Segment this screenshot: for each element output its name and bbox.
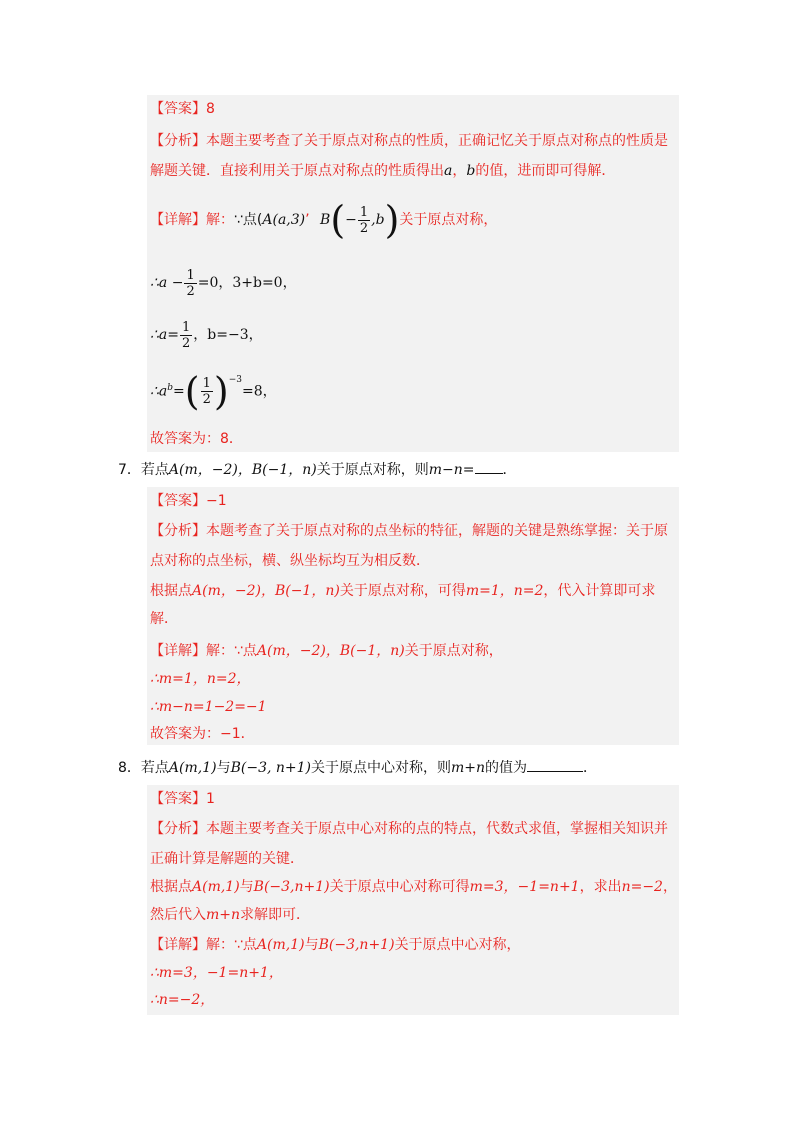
q8-answer-blank[interactable] <box>527 757 583 772</box>
q6-final: 故答案为：8． <box>150 431 243 447</box>
q7-answer-blank[interactable] <box>475 459 503 474</box>
q8-solution-panel <box>147 785 679 1015</box>
q7-question: 7．若点A(m，−2)，B(−1，n)关于原点对称，则m−n= ． <box>118 459 517 480</box>
q6-analysis-line2: 解题关键．直接利用关于原点对称点的性质得出a，b的值，进而即可得解． <box>150 163 616 179</box>
q8-analysis-line3: 根据点A(m,1)与B(−3,n+1)关于原点中心对称可得m=3，−1=n+1，求出n=−2， <box>150 879 677 895</box>
q8-step2: ∴n=−2， <box>150 992 215 1008</box>
q8-answer: 【答案】1 <box>150 791 215 807</box>
q6-step1: ∴a − $\frac{1}{2}$ =0，3+b=0， <box>150 267 297 299</box>
q7-answer: 【答案】−1 <box>150 493 227 509</box>
q8-analysis-line1: 【分析】本题主要考查关于原点中心对称的点的特点，代数式求值，掌握相关知识并 <box>150 821 668 837</box>
q7-solution-panel <box>147 487 679 745</box>
q6-step2: ∴a= $\frac{1}{2}$ ，b=−3， <box>150 319 263 351</box>
q6-answer: 【答案】8 <box>150 101 215 117</box>
q7-analysis-line3: 根据点A(m，−2)，B(−1，n)关于原点对称，可得m=1，n=2，代入计算即可求 <box>150 583 656 599</box>
q6-solution-panel <box>147 95 679 452</box>
q7-step2: ∴m−n=1−2=−1 <box>150 699 267 715</box>
q8-analysis-line2: 正确计算是解题的关键． <box>150 851 304 867</box>
q8-question: 8．若点A(m,1)与B(−3, n+1)关于原点中心对称，则m+n的值为 ． <box>118 757 597 778</box>
q7-analysis-line1: 【分析】本题考查了关于原点对称的点坐标的特征，解题的关键是熟练掌握：关于原 <box>150 523 668 539</box>
q7-detail: 【详解】解：∵点A(m，−2)，B(−1，n)关于原点对称， <box>150 643 503 659</box>
q6-step3: $\therefore a^b=$( $\frac{1}{2}$ )$^{-3}$=8， <box>150 369 277 414</box>
q7-step1: ∴m=1，n=2， <box>150 671 251 687</box>
q8-step1: ∴m=3，−1=n+1， <box>150 965 283 981</box>
q6-analysis-line1: 【分析】本题主要考查了关于原点对称点的性质，正确记忆关于原点对称点的性质是 <box>150 133 668 149</box>
q8-detail: 【详解】解：∵点A(m,1)与B(−3,n+1)关于原点中心对称， <box>150 937 521 953</box>
q7-analysis-line4: 解． <box>150 611 178 627</box>
q6-detail: 【详解】解：∵点(A(a,3)’ B(− $\frac{1}{2}$ ,b)关于原点对称， <box>150 198 498 242</box>
q7-analysis-line2: 点对称的点坐标，横、纵坐标均互为相反数． <box>150 553 430 569</box>
q7-final: 故答案为：−1． <box>150 726 255 742</box>
q8-analysis-line4: 然后代入m+n求解即可． <box>150 907 311 923</box>
